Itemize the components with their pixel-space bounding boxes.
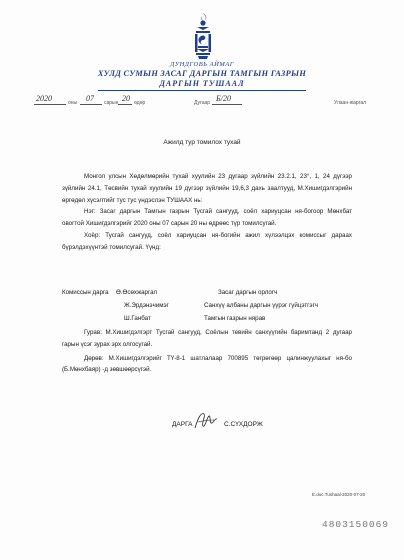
signatory-name: С.СҮХДОРЖ [224,421,263,428]
aimag-name: ДУНДГОВЬ АЙМАГ [170,61,234,68]
member-two-name: Ш.Ганбат [124,315,151,322]
member-one-name: Ж.Эрдэнэчимэг [124,302,169,309]
number-label: Дугаар [194,100,211,106]
year-underline [34,104,66,105]
commission-chair-title: Засаг даргын орлогч [218,289,278,296]
place-name: Улаан-жаргал [334,100,367,106]
commission-chair-name: Ө.Өсөхжаргал [116,289,158,296]
electronic-document-reference: E.doc.Tushaal-2020-07-20 [312,492,366,497]
number-handwritten: Б/20 [216,94,231,103]
member-one-title: Санхүү албаны даргын үүрэг гүйцэтгэгч [204,302,319,309]
body-paragraph-two: Хоёр: Тусгай сангууд, соёл хариуцсан ня-богийн ажил хүлээлцэх комиссыг дараах бүрэлдэхүүнтэй томилсугай. Үүнд: [62,231,352,251]
day-underline [118,104,132,105]
document-body-continued [62,327,352,376]
day-handwritten: 20 [122,94,130,103]
handwritten-signature [192,408,220,434]
document-serial-number: 4803150069 [322,519,390,530]
document-title: Ажилд тур томилох тухай [163,139,241,146]
number-underline [212,104,242,105]
month-handwritten: 07 [86,94,94,103]
day-label: өдөр [134,100,146,106]
document-body [62,171,352,254]
body-paragraph-three: Гурав: М.Хишигдэлгэрт Тусгай сангууд, Соёлын тевийн санхүүгийн баримтанд 2 дугаар гарын үсэг зурах эрх олгосугай. [62,329,352,348]
member-two-title: Тамгын газрын нярав [204,315,266,322]
year-label: оны [68,100,78,106]
organization-name: ХУЛД СУМЫН ЗАСАГ ДАРГЫН ТАМГЫН ГАЗРЫН [97,69,307,78]
soyombo-emblem-icon [192,12,214,60]
commission-chair-label: Комиссын дарга [62,289,109,296]
month-underline [80,104,102,105]
year-handwritten: 2020 [36,94,52,103]
signatory-title: ДАРГА [172,421,193,428]
document-type: ДАРГЫН ТУШААЛ [159,79,245,88]
body-paragraph-preamble: Монгол улсын Хөдөлмөрийн тухай хуулийн 23 дугаар зүйлийн 23.2.1, 23°, 1, 24 дүгээр зүйлийн 24.1, Төсвийн тухай хуулийн 19 дүгээр зүйлийн 19,6,3 дахь заалтууд, М.Хишигдэлгэрийн өргөдөл хүсэлтийг тус тус үндэслэн ТУШААХ нь: [62,173,352,204]
body-paragraph-one: Нэг: Засаг даргын Тамгын газрын Тусгай сангууд, соёл хариуцсан ня-богоор Мөнхбат овогтой Хишигдэлгэрийг 2020 оны 07 сарын 20 ны өдрөөс түр томилсугай. [62,208,352,228]
header-divider [98,90,306,91]
month-label: сарын [104,100,119,106]
body-paragraph-four: Дөрөв: М.Хишигдэлгэрийг ТҮ-8-1 шатлалаар 700895 төгрөгөөр цалинжуулахыг ня-бо (Б.Мөнхбаяр) -д зөвшөөрсүгэй. [62,354,352,374]
